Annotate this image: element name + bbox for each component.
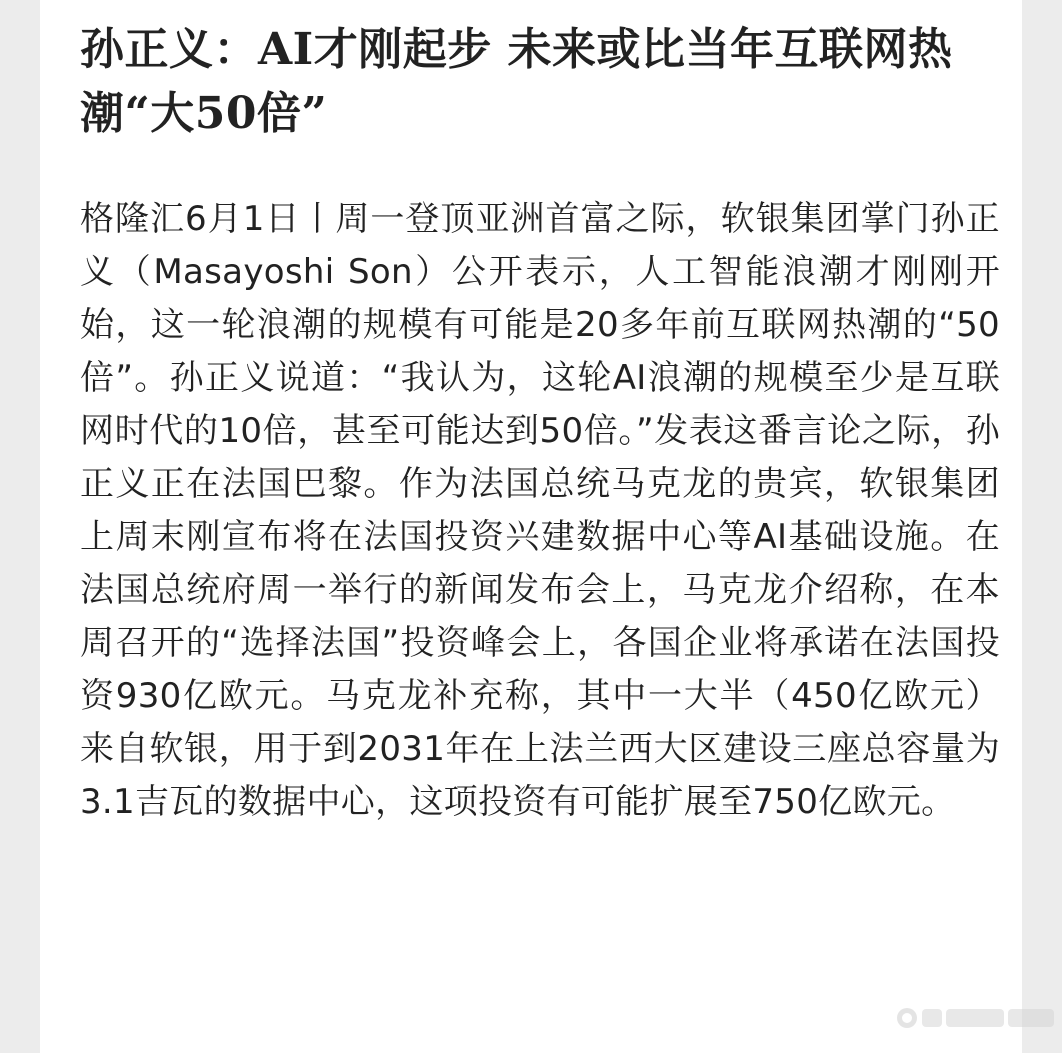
article-title: 孙正义：AI才刚起步 未来或比当年互联网热潮“大50倍”	[80, 24, 953, 139]
article-card	[40, 0, 1022, 1053]
watermark	[896, 1007, 1054, 1029]
article-body: 格隆汇6月1日丨周一登顶亚洲首富之际，软银集团掌门孙正义（Masayoshi Son）公开表示，人工智能浪潮才刚刚开始，这一轮浪潮的规模有可能是20多年前互联网热潮的“50倍”。孙正义说道：“我认为，这轮AI浪潮的规模至少是互联网时代的10倍，甚至可能达到50倍。”发表这番言论之际，孙正义正在法国巴黎。作为法国总统马克龙的贵宾，软银集团上周末刚宣布将在法国投资兴建数据中心等AI基础设施。在法国总统府周一举行的新闻发布会上，马克龙介绍称，在本周召开的“选择法国”投资峰会上，各国企业将承诺在法国投资930亿欧元。马克龙补充称，其中一大半（450亿欧元）来自软银，用于到2031年在上法兰西大区建设三座总容量为3.1吉瓦的数据中心，这项投资有可能扩展至750亿欧元。	[80, 199, 1000, 822]
watermark-text-block	[922, 1009, 942, 1027]
watermark-text-block	[946, 1009, 1004, 1027]
watermark-text-block	[1008, 1009, 1054, 1027]
app-logo-icon	[896, 1007, 918, 1029]
